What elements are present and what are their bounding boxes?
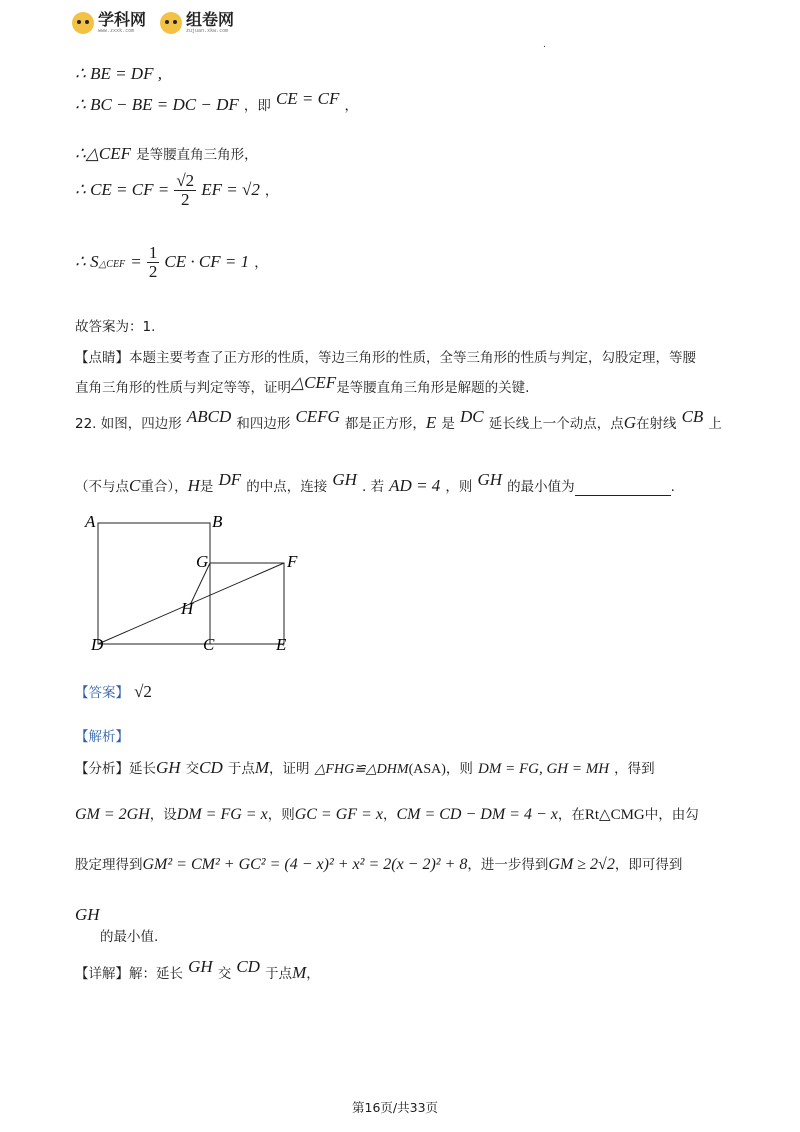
text: ， [344,98,358,114]
text: 直角三角形的性质与判定等等，证明 [75,380,291,396]
line-ce-cf-value [75,172,278,209]
text: 上 [708,416,722,432]
text: 在射线 [636,416,677,432]
numerator: 1 [148,243,158,262]
text: 解：延长 [129,966,183,982]
math: GM = 2GH [75,806,150,823]
analysis-label: 【解析】 [75,729,129,745]
math: GC = GF = x [294,806,383,823]
text: ，则 [445,479,473,495]
text: ，证明 [269,761,310,777]
math: GH [477,470,503,489]
line-bc-be [75,89,358,115]
text: . 若 [361,479,385,495]
header-dot: . [543,40,546,50]
math: E [425,413,437,432]
text: 交 [185,761,200,777]
tip-label: 【点睛】 [75,350,129,366]
text: 中，由勾 [644,807,699,823]
analysis-line-2 [75,803,699,824]
text: 重合）， [140,479,188,495]
text: 22. 如图，四边形 [75,416,182,432]
math: GH [332,470,357,489]
math: ABCD [186,407,232,426]
math: CE · CF = 1 [164,252,250,271]
answer-line [75,681,152,702]
mascot-icon [72,12,94,34]
label-e: E [276,635,287,654]
math: △FHG≌△DHM [314,762,409,777]
text: ，设 [149,807,177,823]
math: ∴△CEF [75,144,131,163]
math: Rt△CMG [584,807,645,823]
logo2-sub: zujuan.xkw.com [186,28,229,34]
label-d: D [91,635,104,654]
denominator: 2 [180,190,190,209]
answer-blank [575,481,671,496]
math: DF [218,470,242,489]
text: 股定理得到 [75,857,143,873]
math: CE = CF [275,89,340,108]
math: △CEF [291,373,337,392]
label-a: A [85,512,96,531]
tip-line-2 [75,373,530,397]
tip-line-1 [75,346,696,366]
text: 是等腰直角三角形是解题的关键. [336,380,530,396]
math: DM = FG, GH = MH [478,761,610,777]
label-f: F [287,552,298,571]
math: M [292,963,307,982]
analysis-line-1 [75,757,655,778]
text: . [670,479,675,495]
text: 延长线上一个动点，点 [488,416,624,432]
xuekewang-logo [72,12,146,34]
math: CM = CD − DM = 4 − x [396,806,558,823]
prev-answer: 故答案为：1. [75,319,156,335]
answer-value: √2 [134,682,152,701]
math: G [623,413,636,432]
analysis-line-3 [75,853,682,874]
text: 和四边形 [236,416,291,432]
analysis-line-4-text: 的最小值. [100,929,159,945]
square-abcd [98,523,210,644]
math: = [130,252,142,271]
text: ，进一步得到 [467,857,549,873]
math: CEFG [295,407,340,426]
answer-label: 【答案】 [75,685,129,701]
math: CD [236,957,260,976]
text: ， [254,255,268,271]
math: AD = 4 [389,476,441,495]
math: GM ≥ 2√2 [548,856,615,873]
label: 【详解】 [75,966,129,982]
subscript: △CEF [98,259,126,270]
label-b: B [212,512,223,531]
text: ，则 [267,807,295,823]
mascot-icon [160,12,182,34]
logo2-text: 组卷网 [186,10,235,29]
text: 于点 [227,761,255,777]
math: C [129,476,141,495]
text: （不与点 [75,479,129,495]
text: 于点 [265,966,293,982]
question-line-1 [75,407,722,433]
math: EF = √2 [201,180,260,199]
square-cefg [210,563,284,644]
text: 本题主要考查了正方形的性质，等边三角形的性质，全等三角形的性质与判定，勾股定理，等腰 [129,350,696,366]
logo1-text: 学科网 [98,10,147,29]
header-logos [72,12,234,34]
math: M [254,758,270,777]
text: ， [306,966,320,982]
math: GH [188,957,213,976]
label-c: C [203,635,215,654]
math: CB [681,407,704,426]
math: GM² = CM² + GC² = (4 − x)² + x² = 2(x − 2)² + 8 [142,856,468,873]
math: CD [199,758,223,777]
fraction [174,172,196,209]
math: GH [156,758,181,777]
text: 的最小值为 [507,479,575,495]
zujuanwang-logo [160,12,234,34]
line-area [75,244,268,281]
math: (ASA) [408,762,446,777]
text: 的中点，连接 [246,479,328,495]
math: ∴ BC − BE = DC − DF [75,95,239,114]
math: ∴ CE = CF = [75,180,170,199]
fraction [147,244,160,281]
text: ， [264,183,279,199]
line-isosceles [75,143,258,164]
math: DC [460,407,484,426]
page-number: 第16页/共33页 [352,1100,439,1115]
detail-line-1 [75,957,320,983]
text: ，得到 [614,761,655,777]
text: 是 [199,479,214,495]
text: 是 [441,416,455,432]
label-h: H [181,599,194,618]
math: ∴ S [75,252,99,271]
label-g: G [196,552,209,571]
text: 交 [217,966,232,982]
text: ， [382,807,397,823]
question-line-2 [75,470,675,496]
analysis-line-4-math: GH [75,905,100,924]
text: ，在 [557,807,585,823]
numerator: √2 [176,171,195,190]
text: 是等腰直角三角形， [136,147,258,163]
text: ，即可得到 [614,857,683,873]
text: 都是正方形， [344,416,426,432]
logo1-sub: www.zxxk.com [98,28,135,34]
denominator: 2 [148,262,158,281]
geometry-figure [80,510,320,660]
math: DM = FG = x [176,806,268,823]
text: ，则 [445,761,473,777]
label: 【分析】 [75,761,129,777]
math: H [187,476,200,495]
line-be-df: ∴ BE = DF , [75,64,162,83]
text: 延长 [129,761,156,777]
text: ，即 [243,98,271,114]
